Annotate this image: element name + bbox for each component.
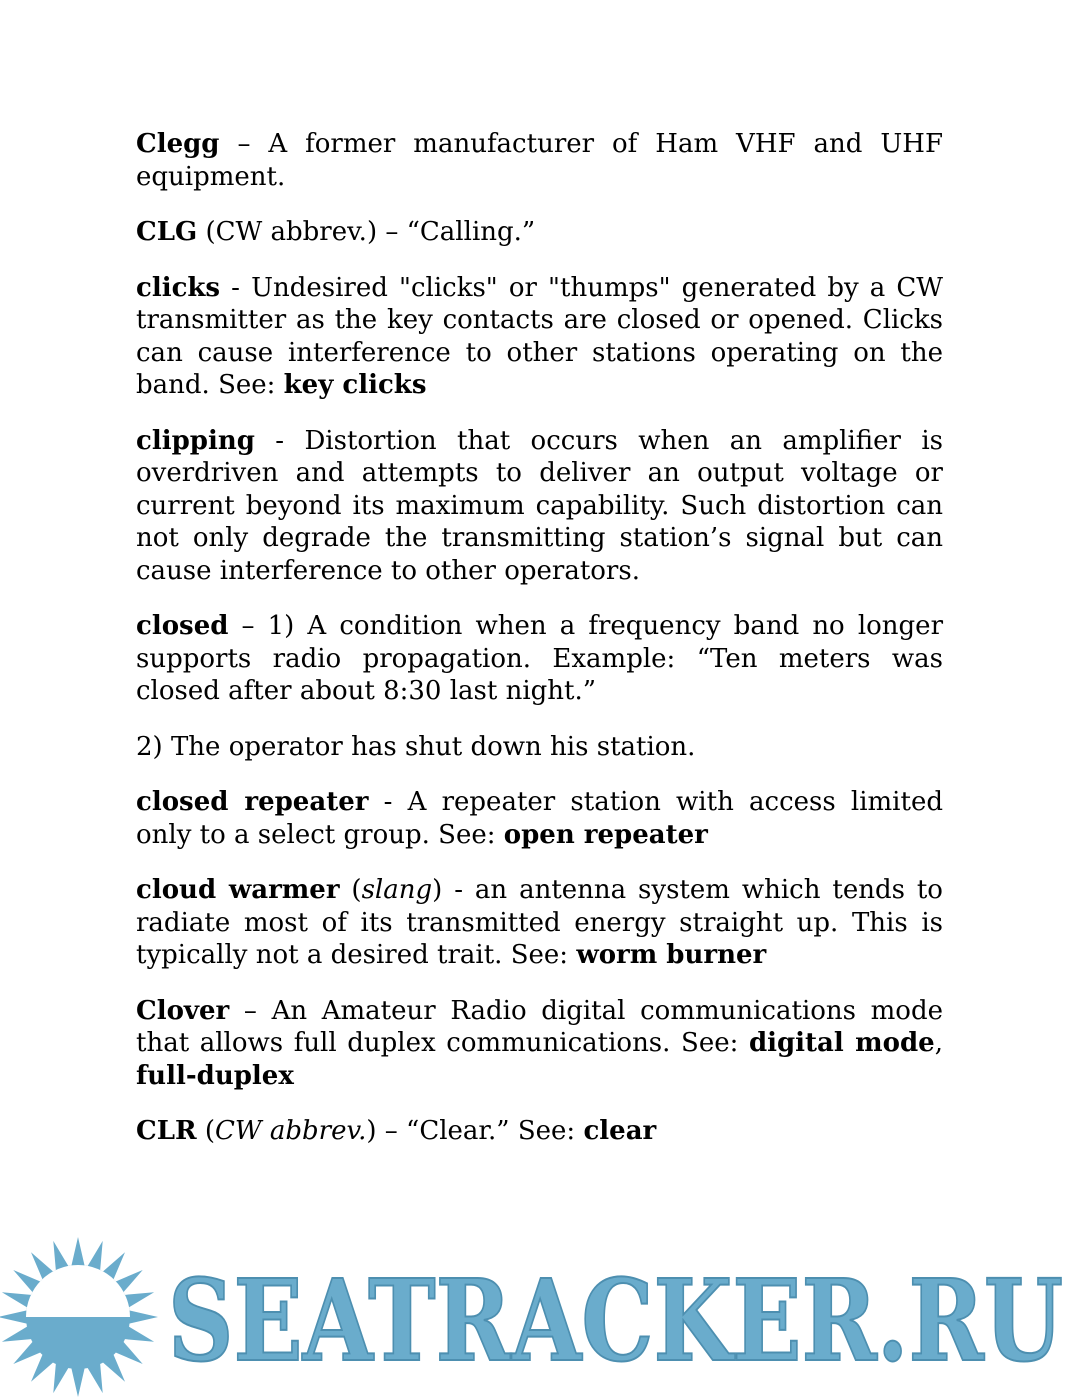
term: Clover bbox=[136, 995, 230, 1026]
watermark-logo bbox=[0, 1232, 1080, 1397]
see-also: open repeater bbox=[503, 819, 708, 850]
watermark-text: SEATRACKER.RU bbox=[168, 1256, 1063, 1387]
term: CLG bbox=[136, 217, 198, 247]
see-also: key clicks bbox=[283, 370, 427, 400]
term: closed bbox=[136, 611, 229, 641]
term: closed repeater bbox=[136, 787, 369, 817]
definition: – A former manufacturer of Ham VHF and UHF equipment. bbox=[136, 129, 943, 192]
term: CLR bbox=[136, 1116, 197, 1146]
entry-clover bbox=[136, 995, 943, 1093]
definition: (CW abbrev.) – “Calling.” bbox=[197, 217, 536, 247]
see-also: digital mode bbox=[748, 1028, 935, 1058]
usage-label: CW abbrev. bbox=[215, 1116, 367, 1146]
see-also: worm burner bbox=[576, 940, 767, 970]
see-also-2: full-duplex bbox=[136, 1060, 294, 1091]
glossary-page bbox=[136, 128, 943, 1171]
definition: - A repeater station with access limited only to a select group. See: bbox=[136, 787, 943, 850]
definition: ) – “Clear.” See: bbox=[366, 1116, 584, 1146]
definition: 2) The operator has shut down his station. bbox=[136, 731, 696, 762]
definition: ) - an antenna system which tends to radiate most of its transmitted energy straight up. This is typically not a desired trait. See: bbox=[136, 875, 943, 970]
term: Clegg bbox=[136, 129, 220, 159]
entry-closed-repeater bbox=[136, 786, 943, 851]
see-also: clear bbox=[583, 1116, 657, 1146]
entry-clegg bbox=[136, 128, 943, 193]
usage-label: slang bbox=[361, 875, 433, 905]
term: cloud warmer bbox=[136, 875, 340, 905]
definition: - Distortion that occurs when an amplifier is overdriven and attempts to deliver an output voltage or current beyond its maximum capability. Such distortion can not only degrade the transmitting station’s signal but can cause interference to other operators. bbox=[136, 425, 943, 586]
sun-icon bbox=[0, 1237, 158, 1397]
separator: , bbox=[934, 1028, 943, 1058]
entry-closed bbox=[136, 610, 943, 708]
term: clicks bbox=[136, 272, 221, 303]
entry-closed-2 bbox=[136, 731, 943, 764]
entry-clr bbox=[136, 1115, 943, 1148]
term: clipping bbox=[136, 425, 255, 456]
paren-open: ( bbox=[196, 1116, 216, 1146]
entry-clicks bbox=[136, 272, 943, 402]
entry-cloud-warmer bbox=[136, 874, 943, 972]
definition: – An Amateur Radio digital communications mode that allows full duplex communications. See: bbox=[136, 995, 943, 1058]
entry-clipping bbox=[136, 425, 943, 588]
definition: – 1) A condition when a frequency band no longer supports radio propagation. Example: “Ten meters was closed after about 8:30 last night.” bbox=[136, 611, 943, 706]
definition: - Undesired "clicks" or "thumps" generated by a CW transmitter as the key contacts are closed or opened. Clicks can cause interference to other stations operating on the band. See: bbox=[136, 272, 943, 400]
paren-open: ( bbox=[339, 875, 362, 905]
entry-clg bbox=[136, 216, 943, 249]
